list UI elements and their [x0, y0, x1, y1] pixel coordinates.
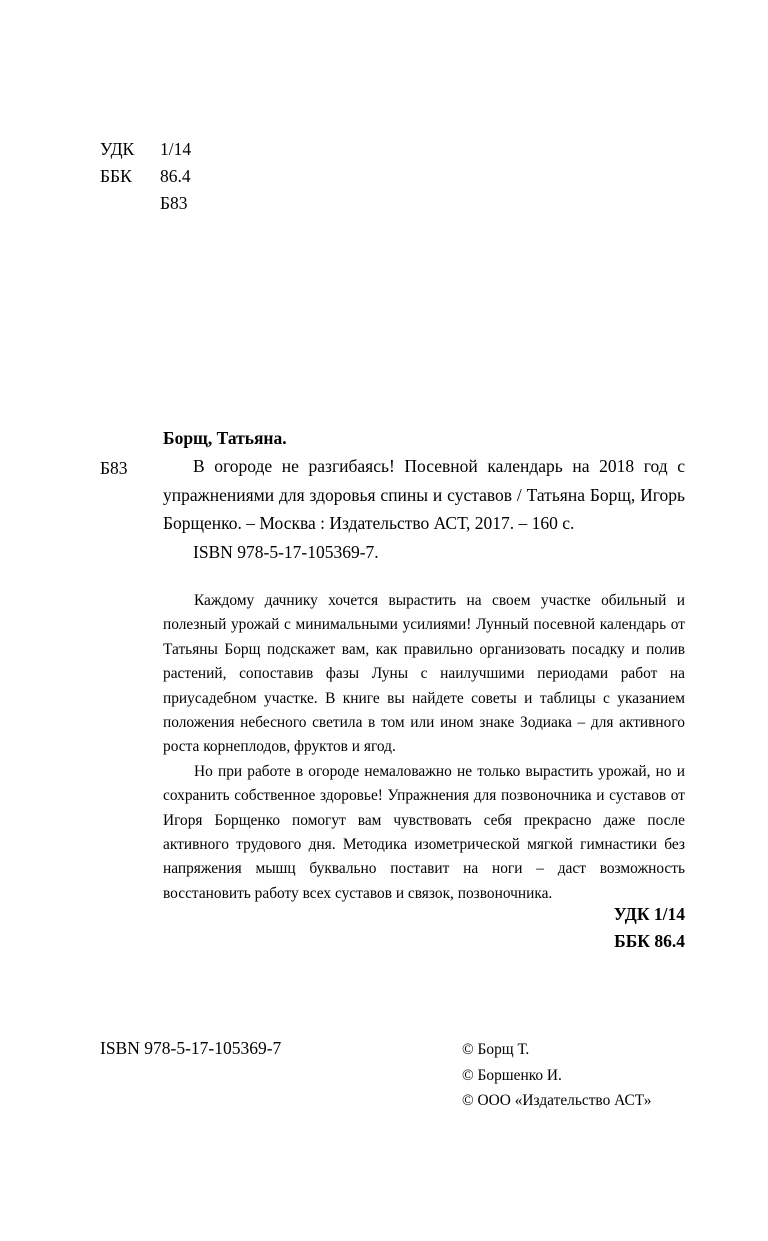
shelf-mark-value: Б83: [160, 193, 188, 213]
bbk-bottom: ББК 86.4: [614, 931, 685, 951]
footer-isbn: ISBN 978-5-17-105369-7: [100, 1038, 282, 1058]
udk-value: 1/14: [160, 139, 192, 159]
record-isbn: ISBN 978-5-17-105369-7.: [193, 541, 379, 562]
copyright-line-2: © Боршенко И.: [462, 1066, 562, 1084]
annotation-paragraph-1: Каждому дачнику хочется вырастить на своем участке обильный и полезный урожай с минимальными усилиями! Лунный посевной календарь от Татьяны Борщ подскажет вам, как правильно организовать посадку и полив растений, сопоставив фазы Луны с наилучшими периодами работ на приусадебном участке. В книге вы найдете советы и таблицы с указанием положения небесного светила в том или ином знаке Зодиака – для активного роста корнеплодов, фруктов и ягод.: [163, 592, 685, 756]
classification-codes-bottom: [614, 901, 685, 955]
copyright-line-1: © Борщ Т.: [462, 1041, 530, 1058]
annotation-block: [163, 589, 685, 906]
udk-row: [100, 136, 191, 163]
record-title-statement: В огороде не разгибаясь! Посевной календарь на 2018 год с упражнениями для здоровья спины и суставов / Татьяна Борщ, Игорь Борщенко. – Москва : Издательство АСТ, 2017. – 160 с.: [163, 456, 685, 533]
bibliographic-record: [100, 424, 685, 566]
copyright-line-3: © ООО «Издательство АСТ»: [462, 1092, 652, 1109]
udk-bottom: УДК 1/14: [613, 904, 685, 924]
classification-codes-top: [100, 136, 191, 217]
record-author: Борщ, Татьяна.: [163, 428, 287, 448]
record-body: [163, 424, 685, 566]
shelf-mark-row: [100, 190, 191, 217]
copyright-holders: [462, 1037, 651, 1114]
bbk-label: ББК: [100, 166, 132, 186]
annotation-paragraph-2: Но при работе в огороде немаловажно не только вырастить урожай, но и сохранить собственное здоровье! Упражнения для позвоночника и суставов от Игоря Борщенко помогут вам чувствовать себя прекрасно даже после активного трудового дня. Методика изометрической мягкой гимнастики без напряжения мышц буквально поставит на ноги – даст возможность восстановить работу всех суставов и связок, позвоночника.: [163, 762, 685, 902]
bbk-row: [100, 163, 191, 190]
record-shelf-mark: Б83: [100, 458, 128, 478]
udk-label: УДК: [100, 139, 135, 159]
bbk-value: 86.4: [160, 166, 191, 186]
